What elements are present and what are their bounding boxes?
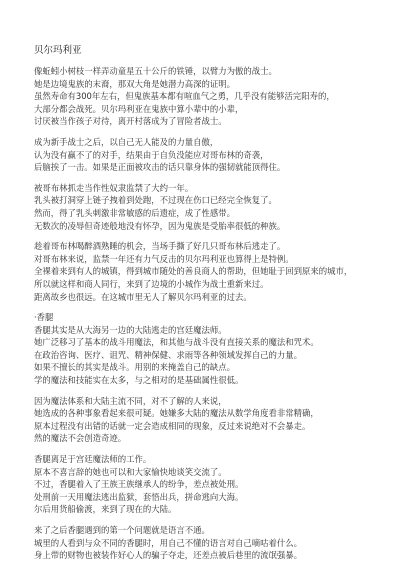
text-line: 因为魔法体系和大陆主流不同，对不了解的人来说， <box>34 395 227 406</box>
text-line: 然的魔法不会创造奇迹。 <box>34 433 127 444</box>
text-line: 趁着哥布林喝醉酒熟睡的机会，当场手撕了好几只哥布林后逃走了。 <box>34 241 286 252</box>
paragraph <box>34 395 370 445</box>
paragraph <box>34 240 370 303</box>
text-line: 认为没有赢不了的对手，结果由于自负没能应对哥布林的奇袭， <box>34 149 269 160</box>
paragraph <box>34 311 370 387</box>
text-line: 她广泛移习了基本的战斗用魔法，和其他与战斗没有直接关系的魔法和咒术。 <box>34 337 319 348</box>
text-line: 学的魔法和技能实在太多，与之相对的是基础属性很低。 <box>34 375 244 386</box>
text-line: 如果不擅长的其实是战斗。用别的来掩盖自己的缺点。 <box>34 362 235 373</box>
text-line: 城里的人看到与众不同的香腿时，用自己不懂的语言对自己嘀咕着什么。 <box>34 537 302 548</box>
text-line: 不过，香腿着入了王族王族继承人的纷争，差点被处刑。 <box>34 479 244 490</box>
text-line: 香腿离足于宫廷魔法师的工作。 <box>34 454 152 465</box>
text-line: 像蚯蚓小树枝一样弄动童星五十公斤的铁锤，以臂力为傲的战士。 <box>34 66 277 76</box>
section-heading: ·香腿 <box>34 312 54 323</box>
text-line: 成为新手战士之后，以自己无人能及的力量自傲， <box>34 136 219 147</box>
text-line: 全裸着来到有人的城镇，得到城市随处的善良商人的帮助，但她耻于回到原来的城市， <box>34 266 353 277</box>
text-line: 她是边境鬼族的末裔，那双大角是她潜力高深的证明。 <box>34 78 235 89</box>
text-line: 她选成的各种事象看起来很可疑。她嫌多大陆的魔法从数学角度看非常精确， <box>34 408 319 419</box>
text-line: 身上带的财物也被装作好心人的骗子夺走，还差点被后巷里的流氓强暴。 <box>34 550 302 561</box>
text-line: 讨厌被当作孩子对待，离开村落成为了冒险者战士。 <box>34 116 227 127</box>
text-line: 对哥布林来说，监禁一年还有力气反击的贝尔玛利亚也算得上是特例。 <box>34 253 294 264</box>
paragraph <box>34 65 370 128</box>
text-line: 原本过程没有出错的话就一定会造成相同的现象，反过来说绝对不会暴走。 <box>34 420 311 431</box>
text-line: 原本不喜言辞的她也可以和大家愉快地谈笑交流了。 <box>34 466 227 477</box>
text-line: 然而，得了乳头刺激非常敏感的后遗症，成了性感带。 <box>34 207 235 218</box>
paragraph <box>34 136 370 174</box>
paragraph <box>34 453 370 516</box>
text-line: 来了之后香腿遇到的第一个问题就是语言不通。 <box>34 525 210 535</box>
paragraph <box>34 182 370 232</box>
text-line: 香腿其实是从大海另一边的大陆逃走的宫廷魔法师。 <box>34 324 227 335</box>
text-line: 被哥布林抓走当作性奴隶监禁了大约一年。 <box>34 182 194 193</box>
text-line: 尔后用货船偷渡，来到了现在的大陆。 <box>34 504 177 515</box>
paragraph <box>34 524 370 562</box>
text-line: 无数次的凌辱但奇迹般地没有怀孕，因为鬼族是受胎率很低的种族。 <box>34 220 286 231</box>
text-line: 所以就这样和商人同行，来到了边境的小城作为战士重新来过。 <box>34 278 269 289</box>
text-line: 距离故乡也很远。在这城市里无人了解贝尔玛利亚的过去。 <box>34 291 252 302</box>
text-line: 后脑挨了一击。如果是正面被攻击的话只靠身体的强韧就能顶得住。 <box>34 162 286 173</box>
text-line: 大部分都会战死。贝尔玛利亚在鬼族中算小辈中的小辈， <box>34 103 244 114</box>
text-line: 虽然寿命有300年左右，但鬼族基本都有喧血气之勇，几乎没有能够活完阳寿的， <box>34 91 335 102</box>
text-line: 在政治咨询、医疗、诅咒、精神保健、求雨等各种领域发挥自己的力量。 <box>34 349 302 360</box>
text-line: 处刑前一天用魔法逃出监狱，套悟出兵，拼命逃向大海。 <box>34 491 244 502</box>
document-body <box>34 65 370 562</box>
text-line: 乳头被打洞穿上链子拽着到处跑，不过现在伤口已经完全恢复了。 <box>34 195 277 206</box>
document-title: 贝尔玛利亚 <box>34 45 82 56</box>
